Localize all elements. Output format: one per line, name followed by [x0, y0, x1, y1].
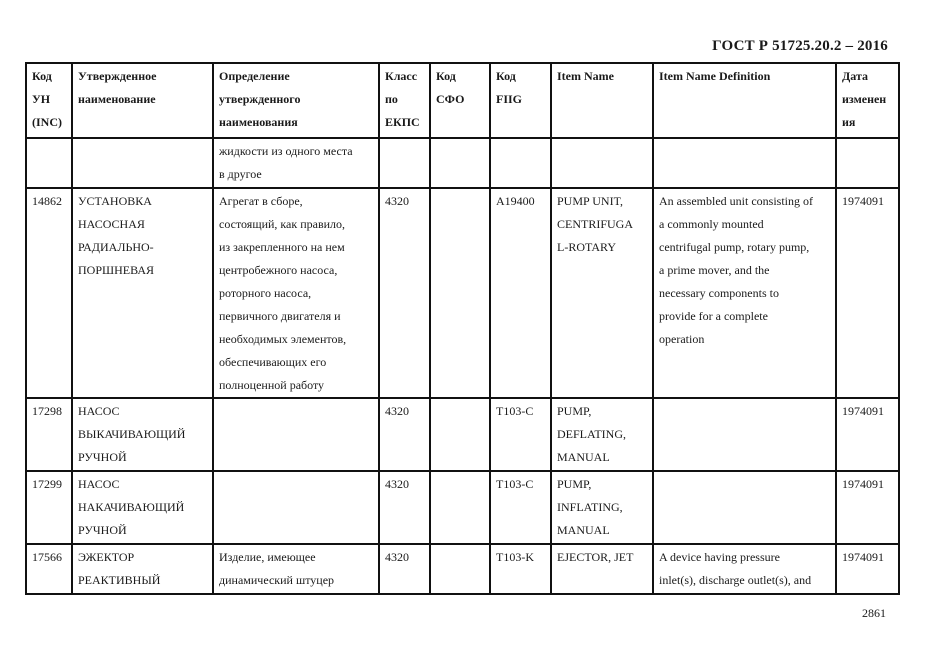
- cell-class: [379, 544, 430, 594]
- cell-text-line: PUMP UNIT,: [557, 194, 624, 208]
- cell-definition: [213, 471, 379, 544]
- cell-text-line: ПОРШНЕВАЯ: [78, 263, 155, 277]
- cell-text-line: первичного двигателя и: [219, 309, 341, 323]
- cell-text-line: наименование: [78, 92, 156, 106]
- cell-inc: [26, 544, 72, 594]
- cell-definition: [213, 544, 379, 594]
- cell-date: [836, 138, 899, 188]
- cell-text-line: 1974091: [842, 194, 884, 208]
- cell-text-line: УН: [32, 92, 51, 106]
- cell-text-line: по: [385, 92, 398, 106]
- cell-text-line: a prime mover, and the: [659, 263, 770, 277]
- cell-text-line: из закрепленного на нем: [219, 240, 345, 254]
- cell-text-line: T103-C: [496, 404, 534, 418]
- header-item-definition: [653, 63, 836, 138]
- cell-inc: [26, 138, 72, 188]
- cell-text-line: роторного насоса,: [219, 286, 312, 300]
- cell-definition: [213, 188, 379, 398]
- cell-item-definition: [653, 398, 836, 471]
- cell-text-line: ВЫКАЧИВАЮЩИЙ: [78, 427, 186, 441]
- cell-sfo: [430, 138, 490, 188]
- cell-definition: [213, 138, 379, 188]
- cell-fiig: [490, 138, 551, 188]
- header-inc: [26, 63, 72, 138]
- cell-item-definition: [653, 471, 836, 544]
- cell-text-line: жидкости из одного места: [219, 144, 353, 158]
- cell-text-line: INFLATING,: [557, 500, 623, 514]
- cell-text-line: 14862: [32, 194, 62, 208]
- cell-text-line: PUMP,: [557, 477, 592, 491]
- cell-item-definition: [653, 188, 836, 398]
- cell-text-line: 1974091: [842, 477, 884, 491]
- cell-date: [836, 398, 899, 471]
- cell-inc: [26, 188, 72, 398]
- header-item-name: [551, 63, 653, 138]
- cell-text-line: РУЧНОЙ: [78, 523, 127, 537]
- cell-text-line: 17566: [32, 550, 62, 564]
- cell-text-line: НАКАЧИВАЮЩИЙ: [78, 500, 185, 514]
- cell-text-line: L-ROTARY: [557, 240, 617, 254]
- cell-text-line: Item Name: [557, 69, 614, 83]
- cell-text-line: ия: [842, 115, 856, 129]
- page-number: 2861: [862, 606, 886, 620]
- cell-text-line: A device having pressure: [659, 550, 780, 564]
- cell-text-line: a commonly mounted: [659, 217, 764, 231]
- table-row: [26, 471, 899, 544]
- table-row: [26, 398, 899, 471]
- header-change-date: [836, 63, 899, 138]
- cell-name: [72, 544, 213, 594]
- cell-item-name: [551, 188, 653, 398]
- cell-text-line: НАСОС: [78, 404, 120, 418]
- cell-text-line: (INC): [32, 115, 62, 129]
- header-name-definition: [213, 63, 379, 138]
- header-approved-name: [72, 63, 213, 138]
- table-row: [26, 188, 899, 398]
- cell-text-line: 4320: [385, 477, 409, 491]
- header-fiig-code: [490, 63, 551, 138]
- cell-text-line: FIIG: [496, 92, 523, 106]
- cell-date: [836, 188, 899, 398]
- cell-text-line: РАДИАЛЬНО-: [78, 240, 154, 254]
- cell-text-line: 1974091: [842, 404, 884, 418]
- cell-text-line: T103-K: [496, 550, 534, 564]
- cell-text-line: НАСОСНАЯ: [78, 217, 145, 231]
- cell-text-line: Item Name Definition: [659, 69, 771, 83]
- cell-text-line: 4320: [385, 404, 409, 418]
- cell-text-line: в другое: [219, 167, 262, 181]
- cell-text-line: Изделие, имеющее: [219, 550, 316, 564]
- cell-text-line: утвержденного: [219, 92, 301, 106]
- cell-item-definition: [653, 138, 836, 188]
- header-class: [379, 63, 430, 138]
- table-row: [26, 544, 899, 594]
- cell-text-line: Класс: [385, 69, 418, 83]
- cell-text-line: Код: [496, 69, 516, 83]
- cell-text-line: центробежного насоса,: [219, 263, 338, 277]
- header-row: [26, 63, 899, 138]
- cell-name: [72, 471, 213, 544]
- cell-fiig: [490, 471, 551, 544]
- header-sfo-code: [430, 63, 490, 138]
- cell-text-line: necessary components to: [659, 286, 779, 300]
- cell-text-line: PUMP,: [557, 404, 592, 418]
- cell-sfo: [430, 188, 490, 398]
- cell-text-line: inlet(s), discharge outlet(s), and: [659, 573, 812, 587]
- cell-item-name: [551, 471, 653, 544]
- cell-date: [836, 471, 899, 544]
- cell-name: [72, 398, 213, 471]
- cell-class: [379, 138, 430, 188]
- cell-class: [379, 398, 430, 471]
- cell-text-line: 4320: [385, 194, 409, 208]
- cell-inc: [26, 398, 72, 471]
- cell-text-line: A19400: [496, 194, 535, 208]
- cell-text-line: operation: [659, 332, 705, 346]
- cell-sfo: [430, 398, 490, 471]
- cell-fiig: [490, 188, 551, 398]
- cell-sfo: [430, 544, 490, 594]
- cell-name: [72, 188, 213, 398]
- standard-title: ГОСТ Р 51725.20.2 – 2016: [712, 38, 888, 54]
- cell-text-line: 17298: [32, 404, 62, 418]
- cell-text-line: состоящий, как правило,: [219, 217, 346, 231]
- cell-item-name: [551, 138, 653, 188]
- cell-text-line: Определение: [219, 69, 290, 83]
- cell-item-name: [551, 398, 653, 471]
- cell-text-line: СФО: [436, 92, 465, 106]
- cell-fiig: [490, 398, 551, 471]
- cell-text-line: centrifugal pump, rotary pump,: [659, 240, 810, 254]
- cell-text-line: CENTRIFUGA: [557, 217, 634, 231]
- cell-text-line: изменен: [842, 92, 887, 106]
- cell-item-definition: [653, 544, 836, 594]
- cell-text-line: 1974091: [842, 550, 884, 564]
- cell-class: [379, 471, 430, 544]
- cell-text-line: Агрегат в сборе,: [219, 194, 303, 208]
- cell-text-line: необходимых элементов,: [219, 332, 347, 346]
- cell-text-line: MANUAL: [557, 450, 610, 464]
- cell-item-name: [551, 544, 653, 594]
- cell-text-line: provide for a complete: [659, 309, 768, 323]
- cell-text-line: An assembled unit consisting of: [659, 194, 813, 208]
- cell-text-line: Код: [32, 69, 52, 83]
- cell-text-line: УСТАНОВКА: [78, 194, 152, 208]
- cell-text-line: DEFLATING,: [557, 427, 626, 441]
- cell-definition: [213, 398, 379, 471]
- cell-text-line: полноценной работу: [219, 378, 325, 392]
- cell-text-line: EJECTOR, JET: [557, 550, 634, 564]
- cell-date: [836, 544, 899, 594]
- inc-table: [25, 62, 900, 595]
- table-row: [26, 138, 899, 188]
- cell-text-line: РУЧНОЙ: [78, 450, 127, 464]
- cell-text-line: 4320: [385, 550, 409, 564]
- cell-text-line: динамический штуцер: [219, 573, 335, 587]
- cell-text-line: ЕКПС: [385, 115, 420, 129]
- cell-sfo: [430, 471, 490, 544]
- cell-text-line: ЭЖЕКТОР: [78, 550, 135, 564]
- cell-text-line: НАСОС: [78, 477, 120, 491]
- cell-fiig: [490, 544, 551, 594]
- cell-text-line: 17299: [32, 477, 62, 491]
- cell-text-line: Код: [436, 69, 456, 83]
- cell-text-line: РЕАКТИВНЫЙ: [78, 573, 161, 587]
- cell-text-line: Дата: [842, 69, 868, 83]
- cell-inc: [26, 471, 72, 544]
- cell-text-line: T103-C: [496, 477, 534, 491]
- cell-text-line: Утвержденное: [78, 69, 157, 83]
- cell-name: [72, 138, 213, 188]
- cell-text-line: MANUAL: [557, 523, 610, 537]
- cell-class: [379, 188, 430, 398]
- cell-text-line: обеспечивающих его: [219, 355, 327, 369]
- cell-text-line: наименования: [219, 115, 298, 129]
